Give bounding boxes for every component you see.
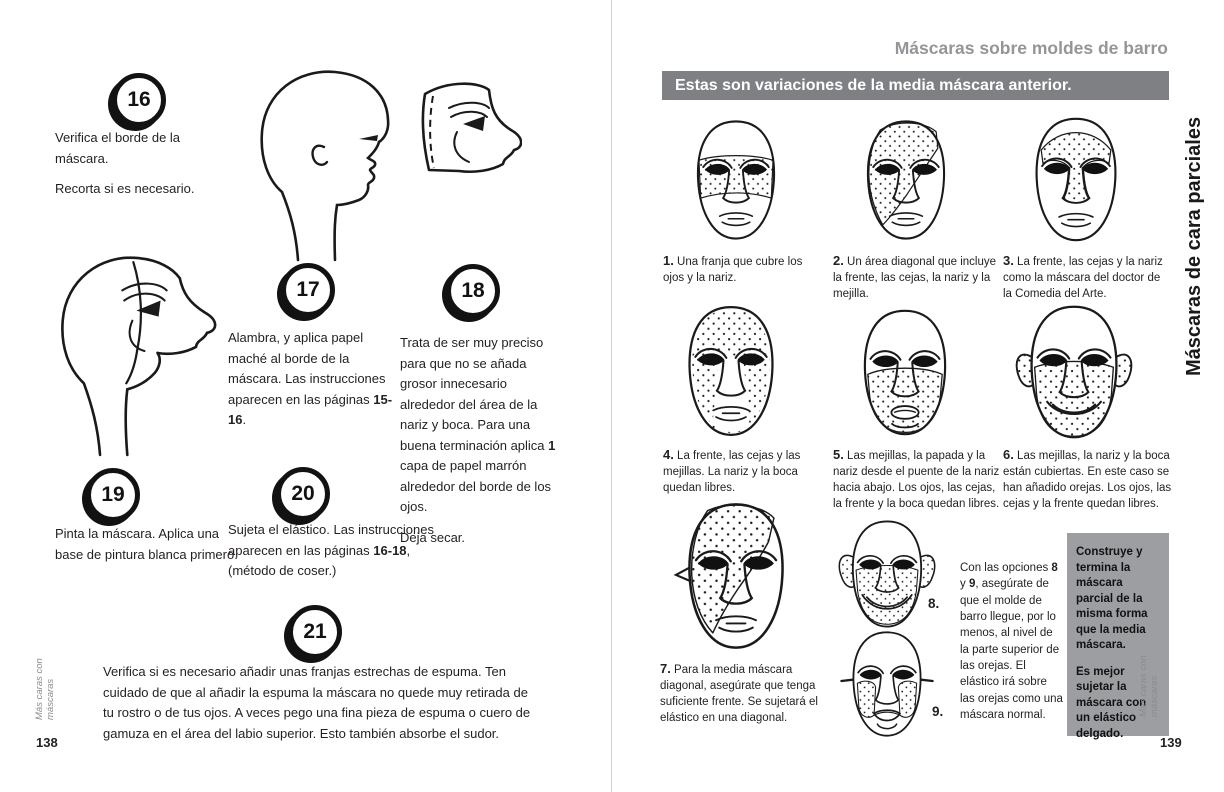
right-page-number: 139 xyxy=(1160,735,1182,750)
head-profile-illustration xyxy=(232,60,522,265)
mask-label-9: 9. xyxy=(932,704,944,719)
step-20-text xyxy=(228,520,450,592)
step-number: 21 xyxy=(303,620,327,643)
mask-caption-1: 1. Una franja que cubre los ojos y la nariz. xyxy=(663,253,803,285)
step-20-paragraph: Sujeta el elástico. Las instrucciones aparecen en las páginas 16-18, (método de coser.) xyxy=(228,522,434,579)
step-18-line-2: Deja secar. xyxy=(400,529,466,545)
step-badge-17 xyxy=(281,263,335,317)
step-19-paragraph: Pinta la máscara. Aplica una base de pintura blanca primero. xyxy=(55,526,238,562)
step-21-paragraph: Verifica si es necesario añadir unas franjas estrechas de espuma. Ten cuidado de que al añadir la espuma la máscara no quede muy retirada de tu rostro o de tus ojos. A veces pego una fina pieza de espuma o cuero de gamuza en el área del labio superior. Esto también absorbe el sudor. xyxy=(103,664,531,741)
section-banner xyxy=(662,71,1169,100)
mask-figure-7 xyxy=(660,497,812,655)
step-18-paragraph: Trata de ser muy preciso para que no se añada grosor innecesario alrededor del área de la nariz y boca. Para una buena terminación aplica 1 capa de papel marrón alrededor del borde de los ojos. xyxy=(400,335,556,515)
mask-caption-5: 5. Las mejillas, la papada y la nariz desde el puente de la nariz hacia abajo. Los ojos, las cejas, la frente y la boca quedan libres. xyxy=(833,447,1000,511)
step-16-line-2: Recorta si es necesario. xyxy=(55,181,195,197)
step-number: 16 xyxy=(127,88,151,111)
step-19-text xyxy=(55,524,243,575)
mask-figure-5 xyxy=(846,300,964,445)
masked-head-illustration xyxy=(35,248,263,460)
mask-figure-3 xyxy=(1018,110,1134,249)
mask-figure-6 xyxy=(1008,300,1140,444)
mask-caption-7: 7. Para la media máscara diagonal, asegúrate que tenga suficiente frente. Se sujetará el elástico en una diagonal. xyxy=(660,661,818,725)
step-16-line-1: Verifica el borde de la máscara. xyxy=(55,130,181,166)
options-8-9-note: Con las opciones 8 y 9, asegúrate de que el molde de barro llegue, por lo menos, al nivel de la parte superior de las orejas. El elástico irá sobre las orejas como una máscara normal. xyxy=(960,562,1063,721)
left-page-number: 138 xyxy=(36,735,58,750)
mask-caption-4: 4. La frente, las cejas y las mejillas. La nariz y la boca quedan libres. xyxy=(663,447,801,495)
mask-figure-9 xyxy=(820,627,954,741)
step-badge-21 xyxy=(288,605,342,659)
side-chapter-title: Máscaras de cara parciales xyxy=(1183,116,1205,376)
mask-figure-2 xyxy=(850,111,962,249)
right-margin-series-label: Más caras con máscaras xyxy=(1138,655,1160,717)
step-16-text xyxy=(55,128,233,210)
step-badge-16 xyxy=(112,73,166,127)
step-number: 17 xyxy=(296,278,320,301)
mask-caption-6: 6. Las mejillas, la nariz y la boca están cubiertas. En este caso se han añadido orejas. Los ojos, las cejas y la frente quedan libres. xyxy=(1003,447,1172,511)
long-nose-mask-illustration xyxy=(423,84,521,172)
step-badge-20 xyxy=(276,467,330,521)
step-21-text xyxy=(103,662,539,754)
head-profile-and-mask-figure xyxy=(232,60,522,265)
step-17-paragraph: Alambra, y aplica papel maché al borde de la máscara. Las instrucciones aparecen en las páginas 15-16. xyxy=(228,330,393,428)
tip-box-paragraph-1: Construye y termina la máscara parcial de la misma forma que la media máscara. xyxy=(1076,546,1148,652)
mask-figure-1 xyxy=(680,111,792,249)
masked-head-profile-figure xyxy=(35,248,263,460)
left-margin-series-label: Más caras con máscaras xyxy=(34,658,56,720)
mask-label-8: 8. xyxy=(928,596,940,611)
step-number: 20 xyxy=(291,482,315,505)
step-number: 18 xyxy=(461,279,485,302)
mask-caption-3: 3. La frente, las cejas y la nariz como la máscara del doctor de la Comedia del Arte. xyxy=(1003,253,1163,301)
step-number: 19 xyxy=(101,483,125,506)
mask-caption-2: 2. Un área diagonal que incluye la frente, las cejas, la nariz y la mejilla. xyxy=(833,253,997,301)
page-gutter-divider xyxy=(611,0,612,792)
tip-box-paragraph-2: Es mejor sujetar la máscara con un elástico delgado. xyxy=(1076,665,1147,740)
section-banner-text: Estas son variaciones de la media máscara anterior. xyxy=(675,76,1072,94)
mask-figure-8 xyxy=(816,516,958,632)
step-badge-18 xyxy=(446,264,500,318)
mask-figure-4 xyxy=(670,297,792,445)
chapter-header: Máscaras sobre moldes de barro xyxy=(894,38,1168,58)
step-badge-19 xyxy=(86,468,140,522)
